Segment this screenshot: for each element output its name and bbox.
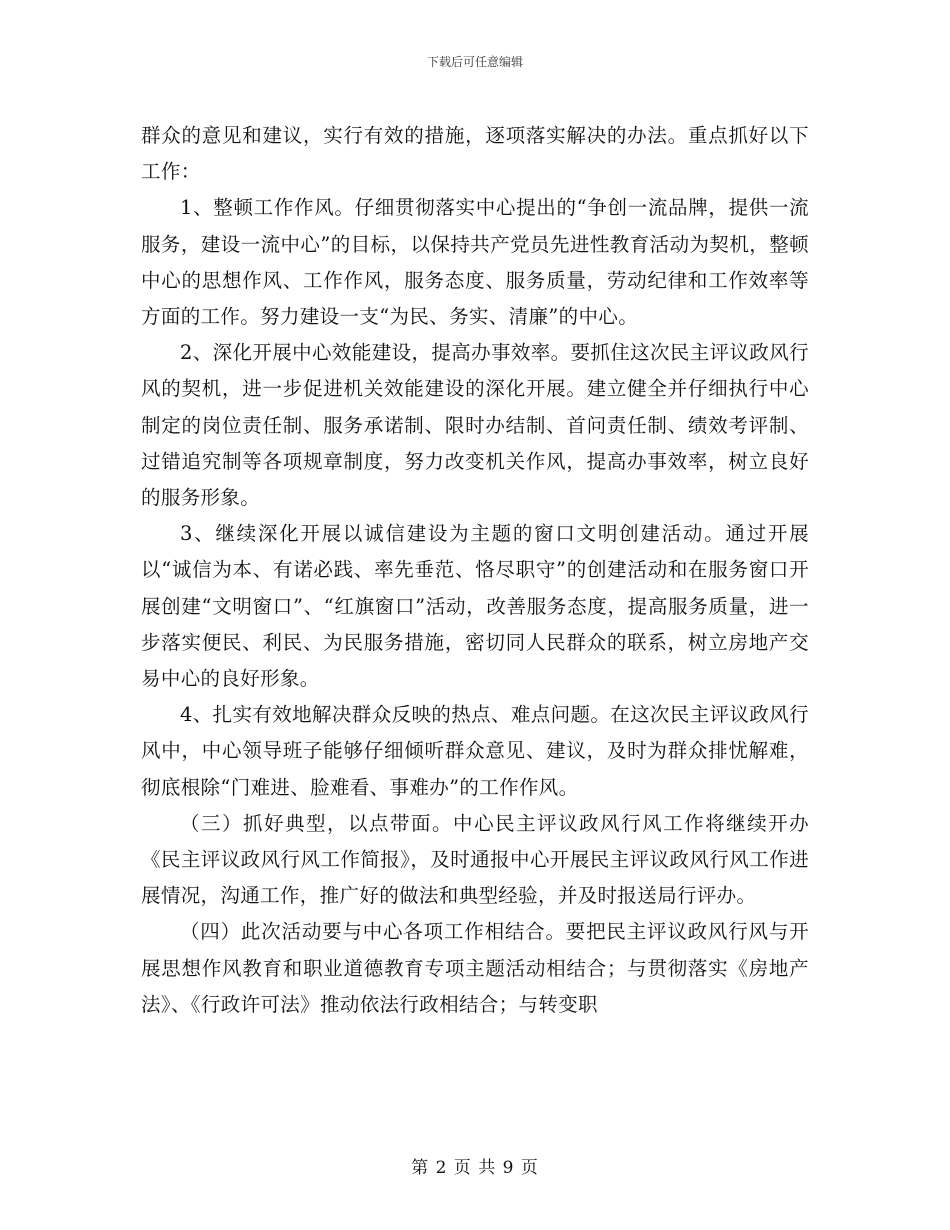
page-header-note: 下载后可任意编辑 bbox=[426, 55, 523, 69]
paragraph-item-2: 2、深化开展中心效能建设，提高办事效率。要抓住这次民主评议政风行风的契机，进一步促进机关效能建设的深化开展。建立健全并仔细执行中心制定的岗位责任制、服务承诺制、限时办结制、首问责任制、绩效考评制、过错追究制等各项规章制度，努力改变机关作风，提高办事效率，树立良好的服务形象。 bbox=[141, 341, 809, 510]
page-number-footer: 第 2 页 共 9 页 bbox=[411, 1158, 539, 1178]
paragraph-section-3: （三）抓好典型，以点带面。中心民主评议政风行风工作将继续开办《民主评议政风行风工作简报》，及时通报中心开展民主评议政风行风工作进展情况，沟通工作，推广好的做法和典型经验，并及时报送局行评办。 bbox=[141, 811, 809, 908]
paragraph-item-3: 3、继续深化开展以诚信建设为主题的窗口文明创建活动。通过开展以“诚信为本、有诺必践、率先垂范、恪尽职守”的创建活动和在服务窗口开展创建“文明窗口”、“红旗窗口”活动，改善服务态度，提高服务质量，进一步落实便民、利民、为民服务措施，密切同人民群众的联系，树立房地产交易中心的良好形象。 bbox=[141, 522, 809, 691]
paragraph-section-4: （四）此次活动要与中心各项工作相结合。要把民主评议政风行风与开展思想作风教育和职业道德教育专项主题活动相结合；与贯彻落实《房地产法》、《行政许可法》推动依法行政相结合；与转变职 bbox=[141, 920, 809, 1016]
paragraph-item-4: 4、扎实有效地解决群众反映的热点、难点问题。在这次民主评议政风行风中，中心领导班子能够仔细倾听群众意见、建议，及时为群众排忧解难，彻底根除“门难进、脸难看、事难办”的工作作风。 bbox=[141, 703, 809, 799]
document-body bbox=[141, 118, 809, 1023]
paragraph-continuation: 群众的意见和建议，实行有效的措施，逐项落实解决的办法。重点抓好以下工作： bbox=[141, 124, 809, 184]
paragraph-item-1: 1、整顿工作作风。仔细贯彻落实中心提出的“争创一流品牌，提供一流服务，建设一流中心”的目标，以保持共产党员先进性教育活动为契机，整顿中心的思想作风、工作作风，服务态度、服务质量，劳动纪律和工作效率等方面的工作。努力建设一支“为民、务实、清廉”的中心。 bbox=[141, 196, 809, 329]
